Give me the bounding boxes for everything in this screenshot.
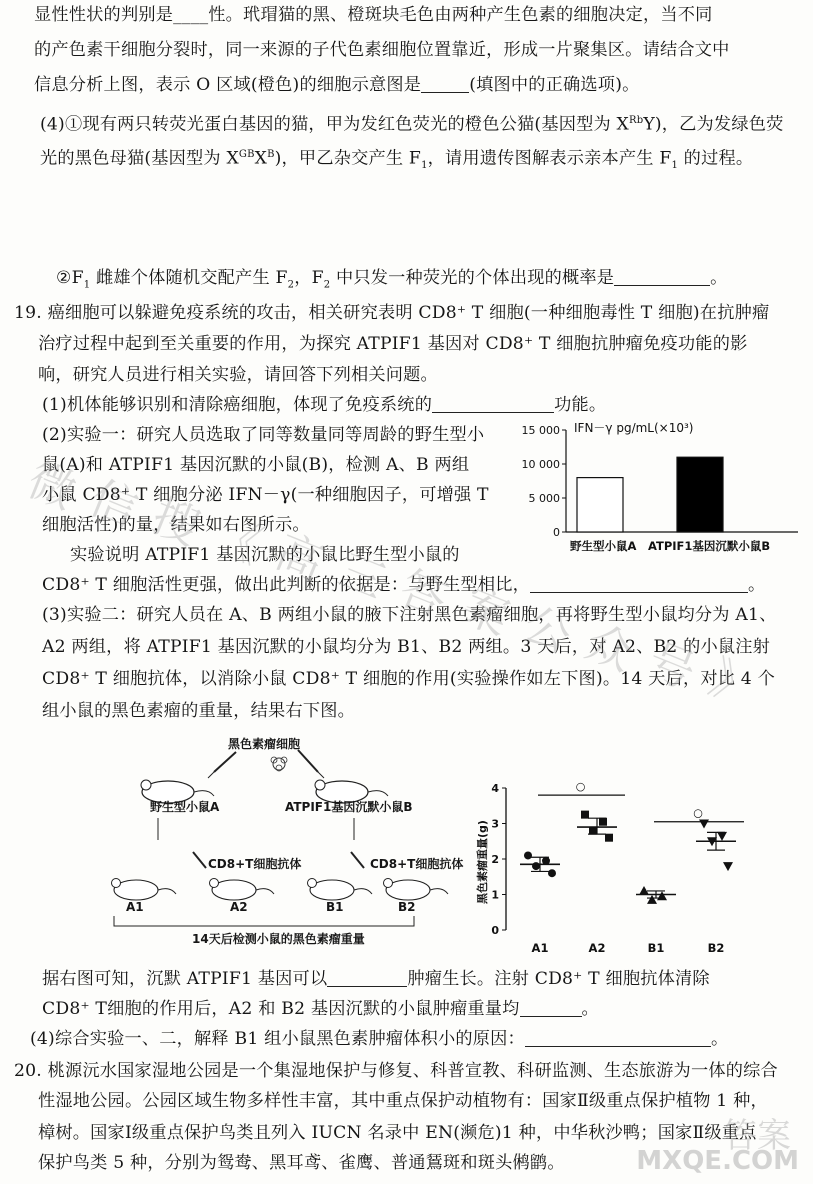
watermark-char: 微 [20, 452, 84, 520]
q18-line-3 [34, 72, 640, 98]
q18-6-b: 雌雄个体随机交配产生 F [90, 268, 288, 288]
q18-4-sup: Rb [628, 115, 644, 126]
y-tick-label: 5 000 [528, 492, 560, 505]
y-tick-label: 2 [491, 853, 499, 866]
q18-6-sub1: 1 [83, 279, 91, 291]
q18-5-mid: X [254, 148, 268, 169]
scatter-x-labels [532, 941, 725, 955]
logo-text-top: 答案 [723, 1116, 791, 1156]
y-tick-label: 0 [491, 924, 499, 937]
q18-5-a: 光的黑色母猫(基因型为 X [40, 148, 239, 169]
q19-4-text: (4)综合实验一、二，解释 B1 组小鼠黑色素肿瘤体积小的原因： [30, 1029, 525, 1049]
data-point [717, 832, 727, 841]
x-tick-label: A1 [531, 941, 549, 955]
y-tick-label: 1 [491, 888, 499, 902]
group-label-b1: B1 [326, 900, 344, 914]
group-label-b2: B2 [398, 900, 416, 914]
q19-2-line-4: 细胞活性)的量，结果如右图所示。 [42, 515, 310, 535]
scatter-points [520, 811, 736, 904]
watermark-char: 号 [640, 632, 704, 700]
q19-3-line-2: A2 两组，将 ATPIF1 基因沉默的小鼠均分为 B1、B2 两组。3 天后，对 A2、B2 的小鼠注射 [42, 637, 771, 657]
bottom-label: 14天后检测小鼠的黑色素瘤重量 [192, 932, 365, 946]
bar [577, 478, 623, 532]
watermark-char: 《 [206, 506, 270, 574]
watermark-char: 公 [516, 596, 580, 664]
q18-5-b: )，甲乙杂交产生 F [274, 148, 422, 169]
q19-3-answer-1 [42, 966, 710, 992]
q19-2-line-5: 实验说明 ATPIF1 基因沉默的小鼠比野生型小鼠的 [70, 545, 460, 565]
scatter-y-axis [491, 782, 506, 937]
answer-blank[interactable] [421, 74, 469, 93]
q18-5-sub: 1 [421, 160, 428, 172]
data-point [723, 862, 733, 871]
q18-6-c: ，F [294, 268, 324, 288]
x-tick-label: ATPIF1基因沉默小鼠B [648, 539, 771, 553]
x-tick-label: A2 [588, 941, 606, 955]
antibody-label-1: CD8+T细胞抗体 [208, 857, 302, 871]
syringe-icon [193, 852, 206, 868]
q19-3-a-tail: 肿瘤生长。注射 CD8⁺ T 细胞抗体清除 [407, 969, 710, 989]
bracket [114, 916, 414, 926]
mouse-icon [308, 879, 373, 901]
watermark-char: 答 [392, 560, 456, 628]
y-tick-label: 10 000 [521, 458, 560, 471]
q19-2-line-6 [42, 572, 765, 598]
q19-2-line-3: 小鼠 CD8⁺ T 细胞分泌 IFN－γ(一种细胞因子，可增强 T [42, 485, 489, 505]
tumor-weight-scatter [470, 772, 760, 962]
q19-3-line-4: 组小鼠的黑色素瘤的重量，结果右下图。 [42, 701, 355, 721]
q19-2-text: CD8⁺ T 细胞活性更强，做出此判断的依据是：与野生型相比， [42, 575, 531, 595]
q18-5-sub2: 1 [671, 160, 679, 172]
q19-1-text: (1)机体能够识别和清除癌细胞，体现了免疫系统的 [42, 395, 433, 415]
answer-blank[interactable] [432, 394, 554, 413]
watermark-char: 三 [330, 542, 394, 610]
q18-line-3-tail: (填图中的正确选项)。 [469, 75, 640, 95]
q18-4-text-a: (4)①现有两只转荧光蛋白基因的猫，甲为发红色荧光的橙色公猫(基因型为 X [40, 114, 629, 135]
q18-line-1: 显性性状的判别是____性。玳瑁猫的黑、橙斑块毛色由两种产生色素的细胞决定，当不同 [34, 5, 713, 25]
group-label-a1: A1 [126, 900, 144, 914]
watermark-char: 高 [268, 524, 332, 592]
q18-line-3-text: 信息分析上图，表示 O 区域(橙色)的细胞示意图是 [34, 75, 422, 95]
watermark-char: 信 [82, 470, 146, 538]
q19-4-tail: 。 [710, 1029, 729, 1049]
bar-x-labels [570, 539, 770, 553]
group-label-a2: A2 [230, 900, 248, 914]
watermark-char: 众 [578, 614, 642, 682]
q19-line-3: 响，研究人员进行相关实验，请回答下列相关问题。 [38, 365, 438, 385]
logo-text-bottom: MXQE.COM [636, 1146, 799, 1176]
group-mice [112, 879, 449, 901]
mouse-icon [210, 879, 275, 901]
x-tick-label: B1 [647, 941, 665, 955]
mouse-a-label: 野生型小鼠A [150, 800, 220, 814]
y-tick-label: 0 [553, 526, 560, 539]
data-point [657, 891, 667, 900]
answer-blank[interactable] [614, 267, 710, 286]
data-point [581, 811, 589, 819]
q20-line-3: 樟树。国家Ⅰ级重点保护鸟类且列入 IUCN 名录中 EN(濒危)1 种，中华秋沙鸭；国家Ⅱ级重点 [38, 1123, 757, 1143]
data-point [524, 851, 532, 859]
x-tick-label: B2 [707, 941, 725, 955]
q18-4-line-2 [40, 142, 753, 179]
experiment-diagram [96, 730, 476, 955]
q19-1-tail: 功能。 [554, 395, 607, 415]
q19-2-tail: 。 [748, 575, 766, 595]
answer-blank[interactable] [520, 998, 582, 1017]
syringe-icon [208, 752, 236, 778]
answer-blank[interactable] [530, 574, 748, 593]
q18-5-sup1: GB [238, 149, 255, 160]
mouse-b-label: ATPIF1基因沉默小鼠B [285, 800, 413, 814]
q19-line-2: 治疗过程中起到至关重要的作用，为探究 ATPIF1 基因对 CD8⁺ T 细胞抗肿瘤免疫功能的影 [38, 334, 748, 354]
q20-line-4: 保护鸟类 5 种，分别为鸳鸯、黑耳鸢、雀鹰、普通鵟斑和斑头鸺鹠。 [38, 1153, 565, 1173]
q18-4-line-1 [40, 108, 783, 138]
y-tick-label: 3 [491, 817, 499, 831]
q19-2-line-2: 鼠(A)和 ATPIF1 基因沉默的小鼠(B)，检测 A、B 两组 [42, 455, 470, 475]
q19-3-b-tail: 。 [581, 999, 599, 1019]
q18-4-text-b: Y)，乙为发绿色荧 [643, 114, 784, 135]
q18-6-a: ②F [56, 268, 84, 288]
y-tick-label: 15 000 [521, 424, 560, 437]
data-point [599, 818, 607, 826]
tumor-cells-icon [271, 757, 287, 771]
q19-3-line-1: (3)实验二：研究人员在 A、B 两组小鼠的腋下注射黑色素瘤细胞，再将野生型小鼠均分为 A1、 [42, 605, 777, 625]
q19-1 [42, 392, 606, 418]
watermark-char: 》 [702, 650, 766, 718]
q19-3-line-3: CD8⁺ T 细胞抗体，以消除小鼠 CD8⁺ T 细胞的作用(实验操作如左下图)。14 天后，对比 4 个 [42, 669, 775, 689]
q18-4-part-2 [56, 265, 728, 298]
syringe-icon [351, 852, 364, 868]
chart-title: IFN－γ pg/mL(×10³) [574, 421, 694, 435]
significance-mark: ○ [575, 780, 586, 794]
answer-blank[interactable] [525, 1028, 711, 1047]
q19-2-line-1: (2)实验一：研究人员选取了同等数量同等周龄的野生型小 [42, 425, 485, 445]
y-tick-label: 4 [491, 782, 499, 795]
q18-6-sub2: 2 [287, 279, 295, 291]
bar [677, 457, 723, 532]
bar-series [577, 457, 723, 532]
q19-line-1: 19. 癌细胞可以躲避免疫系统的攻击，相关研究表明 CD8⁺ T 细胞(一种细胞毒性 T 细胞)在抗肿瘤 [14, 303, 770, 323]
ifn-gamma-bar-chart [508, 418, 804, 558]
q18-5-d: 的过程。 [678, 148, 754, 169]
watermark-char: 搜 [144, 488, 208, 556]
q19-3-b-text: CD8⁺ T细胞的作用后，A2 和 B2 基因沉默的小鼠肿瘤重量均 [42, 999, 520, 1019]
answer-blank[interactable] [327, 968, 407, 987]
q19-3-a-text: 据右图可知，沉默 ATPIF1 基因可以 [42, 969, 328, 989]
data-point [548, 869, 556, 877]
q20-line-1: 20. 桃源沅水国家湿地公园是一个集湿地保护与修复、科普宣教、科研监测、生态旅游为一体的综合 [14, 1061, 778, 1081]
data-point [532, 862, 540, 870]
q18-line-2: 的产色素干细胞分裂时，同一来源的子代色素细胞位置靠近，形成一片聚集区。请结合文中 [34, 40, 730, 60]
q19-3-answer-2 [42, 996, 599, 1022]
q18-5-sup2: B [267, 149, 275, 160]
scatter-ylabel: 黑色素瘤重量(g) [476, 820, 489, 904]
significance-brackets [538, 780, 744, 822]
antibody-label-2: CD8+T细胞抗体 [370, 857, 464, 871]
bar-y-axis [522, 424, 799, 539]
tumor-cells-label: 黑色素瘤细胞 [228, 737, 301, 751]
data-point [699, 820, 709, 829]
syringe-icon [298, 750, 324, 778]
significance-mark: ○ [693, 806, 703, 820]
data-point [605, 834, 613, 842]
q19-4 [30, 1026, 728, 1052]
q20-line-2: 性湿地公园。公园区域生物多样性丰富，其中重点保护动植物有：国家Ⅱ级重点保护植物 1 种， [38, 1091, 768, 1111]
q18-6-sub3: 2 [323, 279, 331, 291]
q18-6-d: 中只发一种荧光的个体出现的概率是 [330, 268, 615, 288]
x-tick-label: 野生型小鼠A [570, 539, 637, 553]
q18-6-e: 。 [710, 268, 728, 288]
q18-5-c: ，请用遗传图解表示亲本产生 F [427, 148, 672, 169]
watermark-char: 案 [454, 578, 518, 646]
mouse-icon [112, 879, 177, 901]
mouse-icon [384, 879, 449, 901]
